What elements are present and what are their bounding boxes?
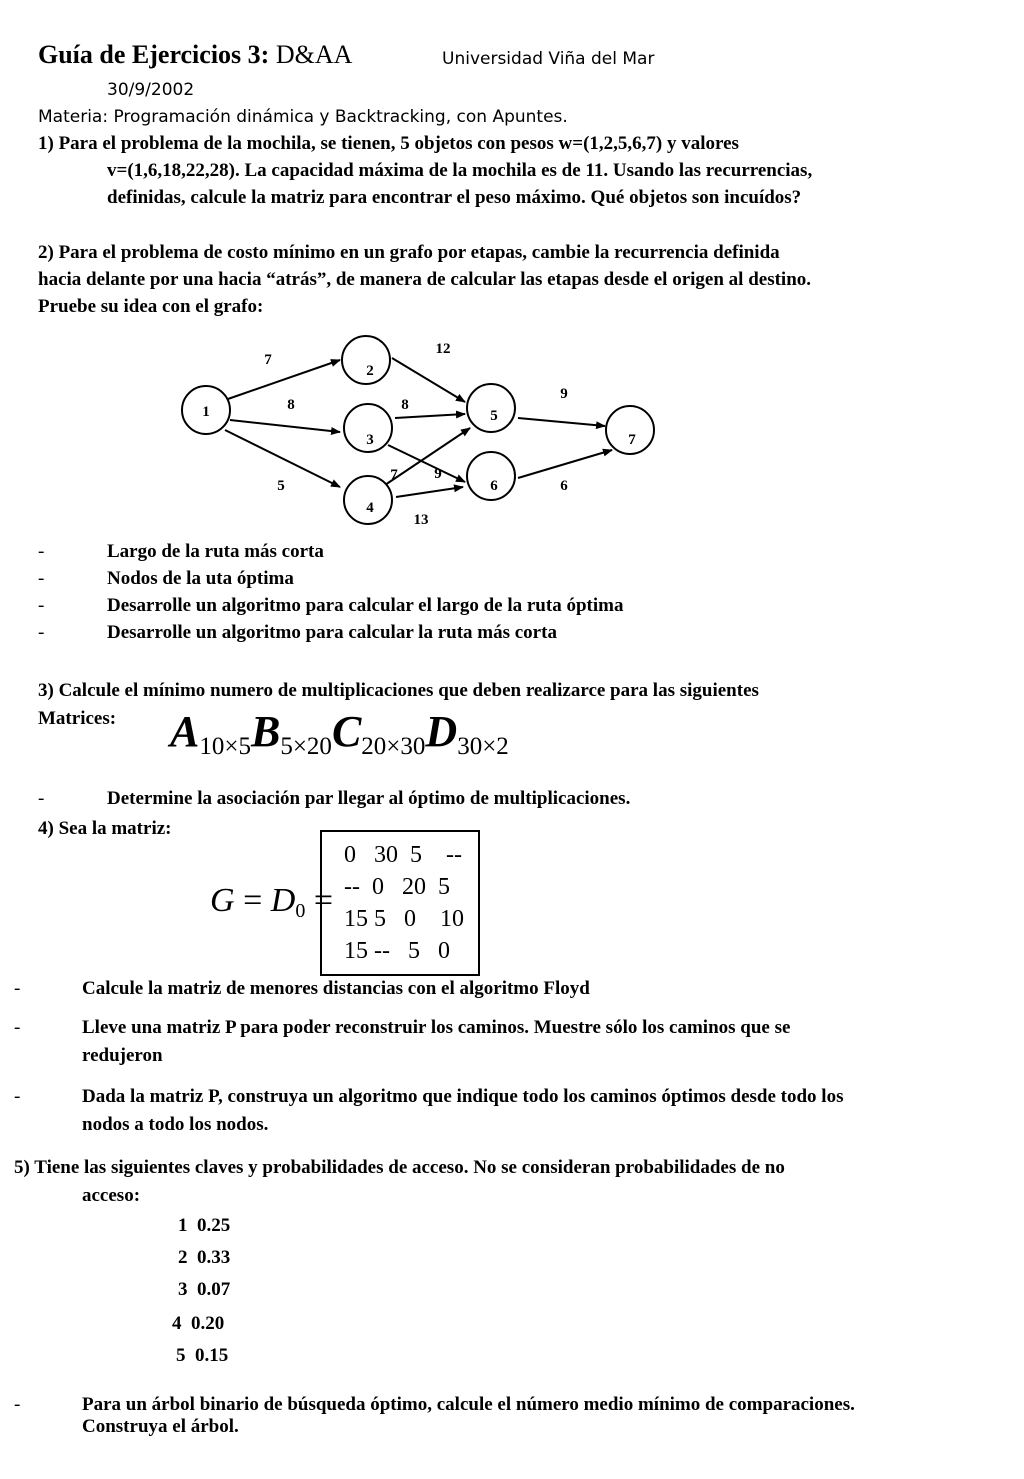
weight-1-2: 7 [264, 352, 272, 368]
matrix-row-4: 15 -- 5 0 [344, 938, 450, 964]
key-5: 5 0.15 [176, 1345, 229, 1366]
q2-line3: Pruebe su idea con el grafo: [38, 296, 264, 317]
weight-6-7: 6 [560, 478, 568, 494]
q2-dash-4: - [38, 622, 45, 643]
q4-bullet-1: Calcule la matriz de menores distancias con el algoritmo Floyd [82, 978, 590, 999]
edge-2-5 [392, 358, 465, 402]
q2-bullet-1: Largo de la ruta más corta [107, 541, 324, 562]
eq-D-sub: 0 [295, 900, 306, 922]
svg-text:3: 3 [366, 432, 374, 448]
page-title [38, 40, 352, 70]
q2-line2: hacia delante por una hacia “atrás”, de manera de calcular las etapas desde el origen al destino. [38, 269, 812, 290]
edge-3-6 [388, 445, 465, 482]
matrix-row-2: -- 0 20 5 [344, 874, 450, 900]
q1-line3: definidas, calcule la matriz para encontrar el peso máximo. Qué objetos son incuídos? [107, 187, 802, 208]
graph-node-5 [467, 384, 515, 432]
q3-dash: - [38, 788, 45, 809]
q4-bullet-2-line2: redujeron [82, 1045, 163, 1066]
key-3: 3 0.07 [178, 1279, 231, 1300]
eq-equals-2: = [313, 882, 333, 919]
q1-line1: 1) Para el problema de la mochila, se tienen, 5 objetos con pesos w=(1,2,5,6,7) y valores [38, 133, 739, 154]
q5-dash: - [14, 1394, 21, 1415]
edge-5-7 [518, 418, 605, 426]
q3-line2: Matrices: [38, 708, 117, 729]
stage-graph [0, 330, 1024, 550]
key-1: 1 0.25 [178, 1215, 231, 1236]
q2-dash-2: - [38, 568, 45, 589]
graph-node-4 [344, 476, 392, 524]
eq-G: G [210, 882, 235, 919]
matrix-A: A [170, 707, 200, 756]
weight-5-7: 9 [560, 386, 568, 402]
q2-dash-1: - [38, 541, 45, 562]
q5-bullet-line2: Construya el árbol. [82, 1416, 239, 1437]
weight-4-6: 13 [413, 512, 429, 528]
q2-bullet-2: Nodos de la uta óptima [107, 568, 294, 589]
q4-line1: 4) Sea la matriz: [38, 818, 172, 839]
svg-text:4: 4 [366, 500, 374, 516]
edge-4-6 [396, 487, 463, 497]
graph-node-7 [606, 406, 654, 454]
q4-bullet-2-line1: Lleve una matriz P para poder reconstruir los caminos. Muestre sólo los caminos que se [82, 1017, 791, 1038]
title-course: D&AA [275, 40, 353, 69]
edge-3-5 [395, 414, 465, 418]
matrix-row-3: 15 5 0 10 [344, 906, 464, 932]
q3-line1: 3) Calcule el mínimo numero de multiplicaciones que deben realizarce para las siguientes [38, 680, 759, 701]
q4-bullet-3-line2: nodos a todo los nodos. [82, 1114, 269, 1135]
weight-3-5: 8 [401, 397, 409, 413]
svg-text:2: 2 [366, 363, 374, 379]
weight-4-5: 7 [390, 467, 398, 483]
graph-node-2 [342, 336, 390, 384]
title-bold: Guía de Ejercicios 3: [38, 40, 270, 69]
svg-text:5: 5 [490, 408, 498, 424]
edge-1-3 [230, 420, 340, 432]
matrix-A-dims: 10×5 [199, 733, 251, 760]
weight-3-6: 9 [434, 466, 442, 482]
matrix-chain-formula [170, 706, 509, 760]
matrix-C: C [331, 707, 362, 756]
eq-equals-1: = [243, 882, 263, 919]
q4-dash-1: - [14, 978, 21, 999]
matrix-row-1: 0 30 5 -- [344, 842, 462, 868]
graph-node-1 [182, 386, 230, 434]
matrix-C-dims: 20×30 [361, 733, 426, 760]
weight-1-3: 8 [287, 397, 295, 413]
edge-4-5 [385, 428, 470, 485]
key-4: 4 0.20 [172, 1313, 225, 1334]
key-2: 2 0.33 [178, 1247, 231, 1268]
subject-line: Materia: Programación dinámica y Backtracking, con Apuntes. [38, 107, 568, 127]
matrix-B: B [250, 707, 281, 756]
svg-text:1: 1 [202, 404, 210, 420]
weight-1-4: 5 [277, 478, 285, 494]
distance-matrix [320, 830, 480, 976]
matrix-B-dims: 5×20 [280, 733, 332, 760]
edge-6-7 [518, 450, 612, 478]
q2-bullet-4: Desarrolle un algoritmo para calcular la ruta más corta [107, 622, 557, 643]
matrix-equation [210, 882, 333, 920]
q1-line2: v=(1,6,18,22,28). La capacidad máxima de la mochila es de 11. Usando las recurrencias, [107, 160, 813, 181]
matrix-D: D [425, 707, 458, 756]
q5-line2: acceso: [82, 1185, 141, 1206]
eq-D: D [270, 882, 296, 919]
q5-line1: 5) Tiene las siguientes claves y probabilidades de acceso. No se consideran probabilidades de no [14, 1157, 785, 1178]
q2-bullet-3: Desarrolle un algoritmo para calcular el largo de la ruta óptima [107, 595, 624, 616]
date: 30/9/2002 [107, 80, 195, 100]
svg-text:7: 7 [628, 432, 636, 448]
edge-1-2 [225, 360, 340, 400]
university-name: Universidad Viña del Mar [442, 49, 655, 69]
q5-bullet-line1: Para un árbol binario de búsqueda óptimo, calcule el número medio mínimo de comparaciones. [82, 1394, 855, 1415]
graph-node-3 [344, 404, 392, 452]
graph-node-6 [467, 452, 515, 500]
q2-dash-3: - [38, 595, 45, 616]
q4-dash-3: - [14, 1086, 21, 1107]
svg-text:6: 6 [490, 478, 498, 494]
matrix-D-dims: 30×2 [457, 733, 509, 760]
q2-line1: 2) Para el problema de costo mínimo en un grafo por etapas, cambie la recurrencia definida [38, 242, 780, 263]
weight-2-5: 12 [435, 341, 451, 357]
q3-bullet: Determine la asociación par llegar al óptimo de multiplicaciones. [107, 788, 631, 809]
q4-bullet-3-line1: Dada la matriz P, construya un algoritmo que indique todo los caminos óptimos desde todo los [82, 1086, 844, 1107]
q4-dash-2: - [14, 1017, 21, 1038]
